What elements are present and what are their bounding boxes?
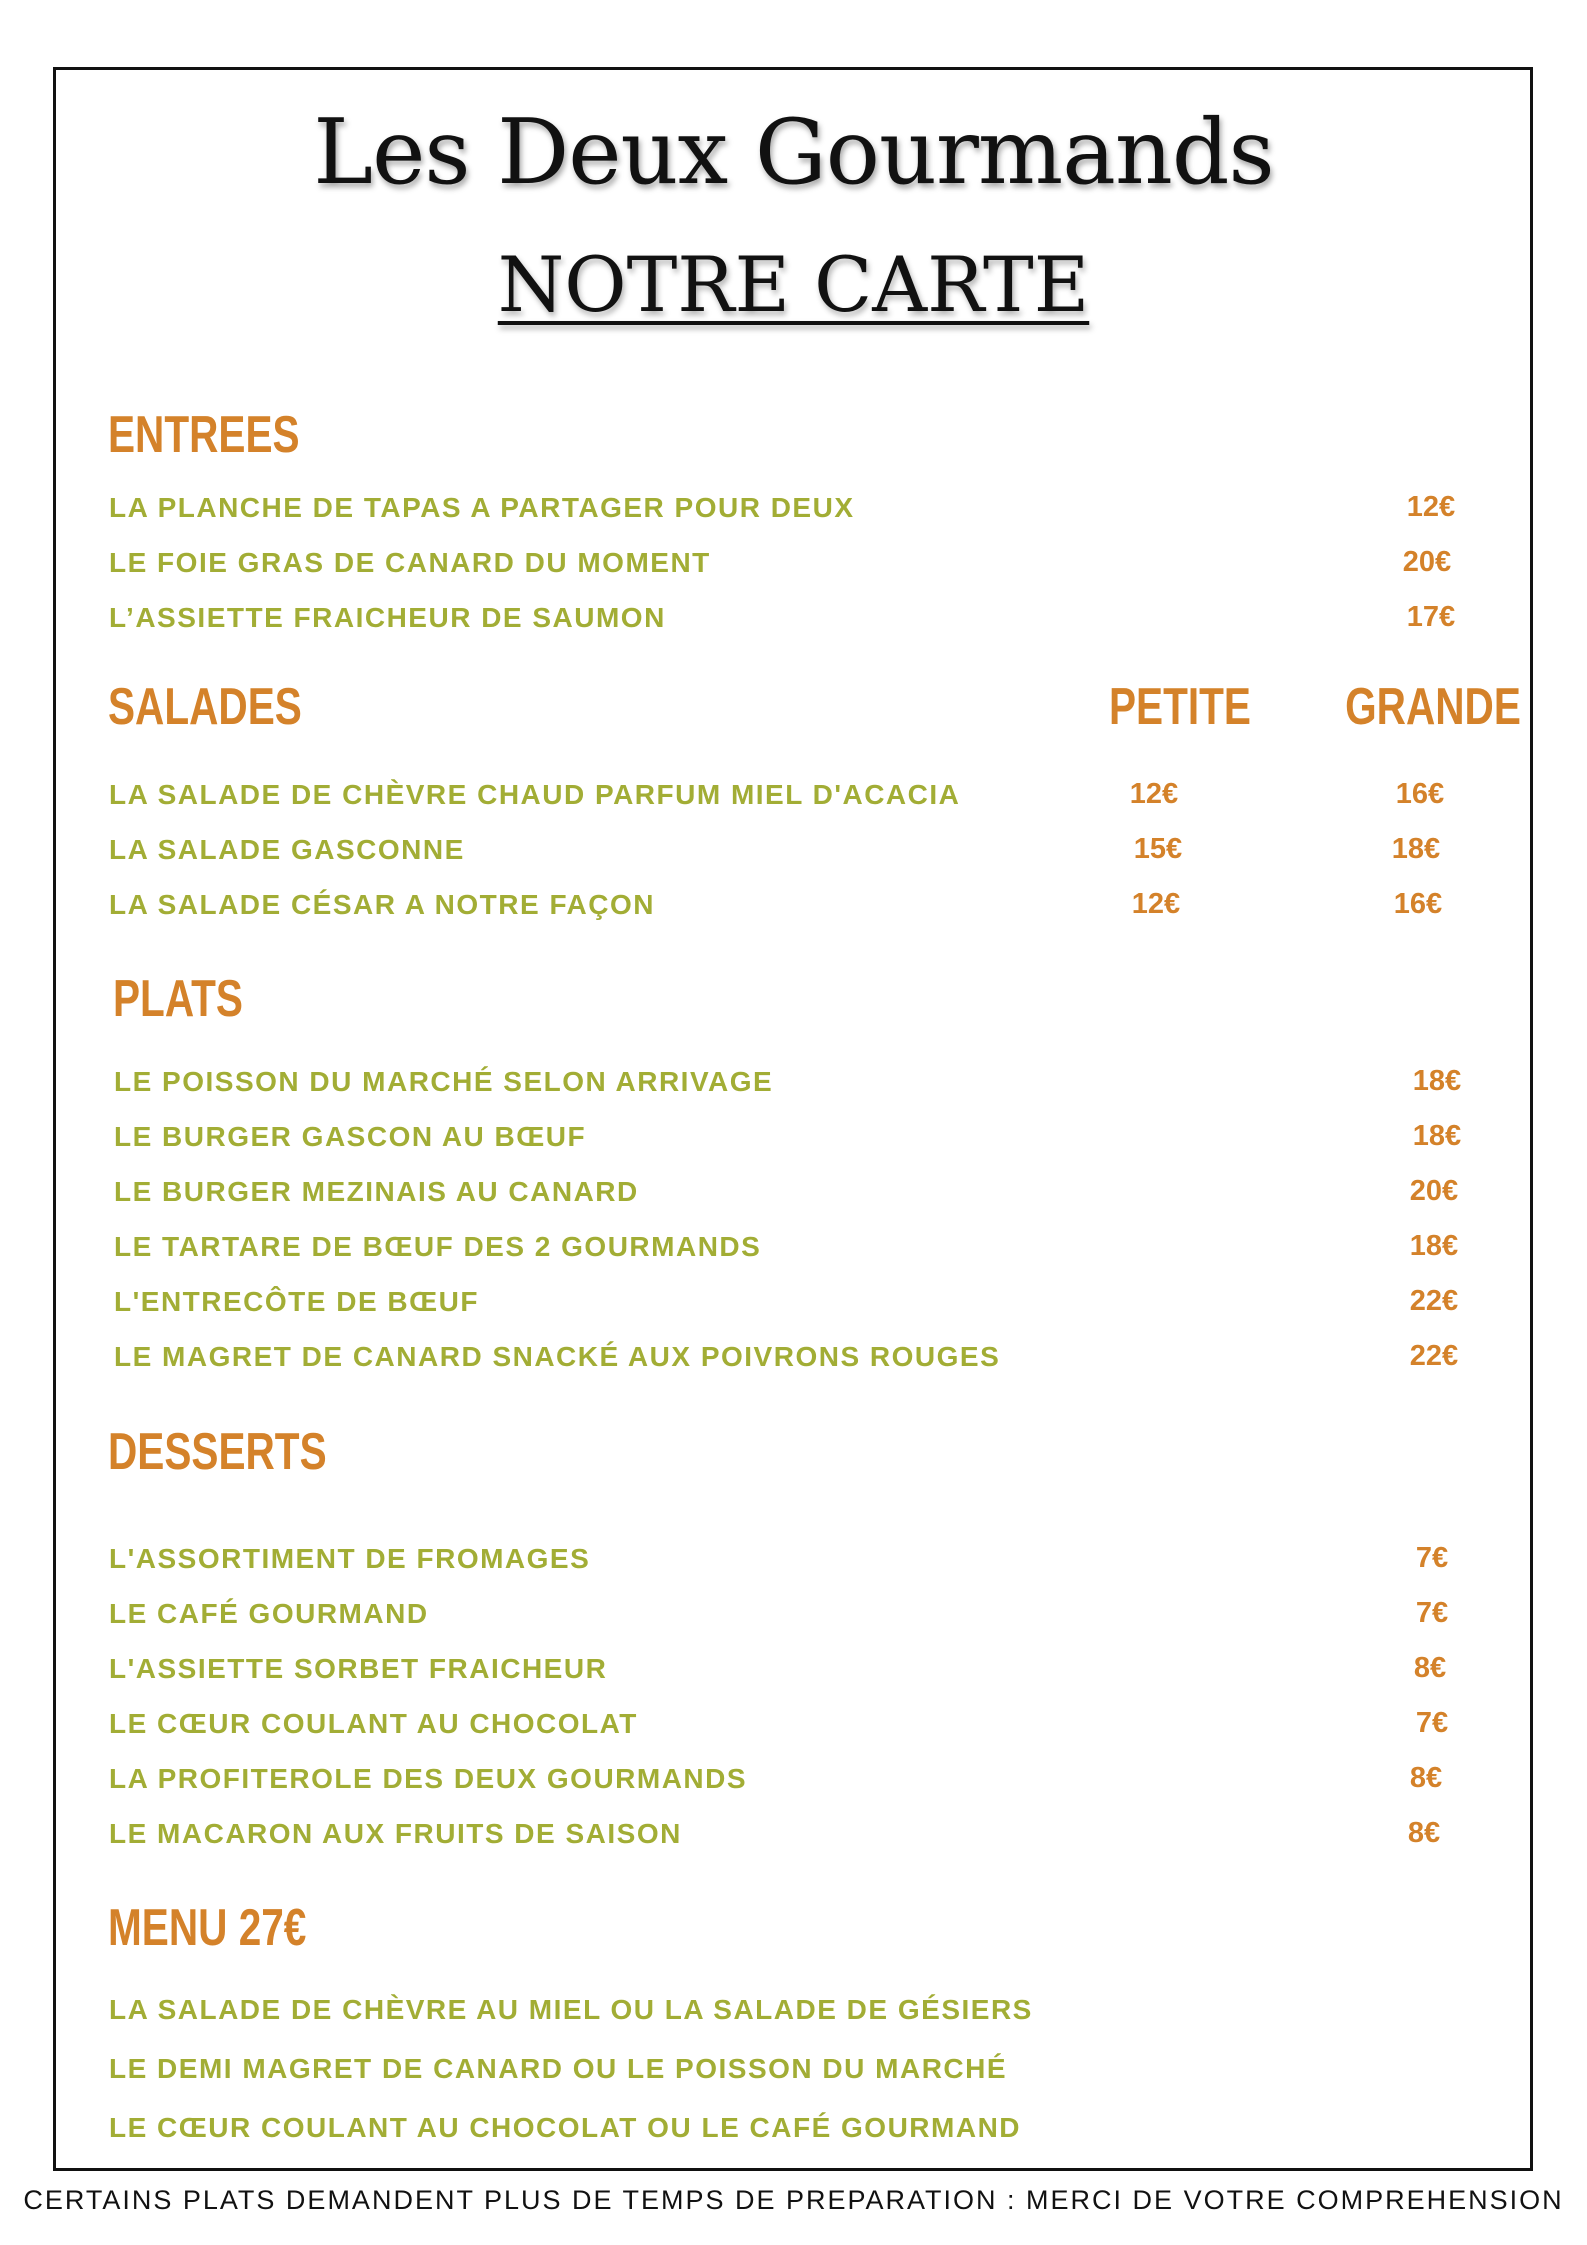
section-heading-entrees: ENTREES — [108, 406, 300, 464]
section-heading-salades: SALADES — [108, 678, 302, 736]
menu-item-name: LE CAFÉ GOURMAND — [109, 1598, 429, 1629]
menu-item-price: 8€ — [1413, 1652, 1447, 1684]
menu-item-name: LA SALADE GASCONNE — [109, 834, 465, 865]
menu-item-name: LE TARTARE DE BŒUF DES 2 GOURMANDS — [114, 1231, 762, 1262]
menu-formula-line: LE DEMI MAGRET DE CANARD OU LE POISSON DU MARCHÉ — [109, 2053, 1008, 2084]
section-heading-menu: MENU 27€ — [108, 1899, 307, 1957]
menu-item-price-grande: 16€ — [1395, 778, 1445, 810]
menu-formula-line: LE CŒUR COULANT AU CHOCOLAT OU LE CAFÉ GOURMAND — [109, 2112, 1022, 2143]
menu-item-price: 18€ — [1412, 1120, 1462, 1152]
menu-item-name: LE BURGER MEZINAIS AU CANARD — [114, 1176, 639, 1207]
column-heading-grande: GRANDE — [1345, 678, 1521, 736]
restaurant-title: Les Deux Gourmands — [313, 100, 1274, 205]
menu-item-name: LE BURGER GASCON AU BŒUF — [114, 1121, 587, 1152]
menu-item-price: 7€ — [1415, 1542, 1449, 1574]
menu-item-name: L’ASSIETTE FRAICHEUR DE SAUMON — [109, 602, 666, 633]
menu-item-price-grande: 18€ — [1391, 833, 1441, 865]
menu-item-price: 20€ — [1409, 1175, 1459, 1207]
menu-item-name: L'ASSIETTE SORBET FRAICHEUR — [109, 1653, 608, 1684]
menu-subtitle: NOTRE CARTE — [497, 240, 1090, 329]
menu-formula-line: LA SALADE DE CHÈVRE AU MIEL OU LA SALADE DE GÉSIERS — [109, 1994, 1033, 2025]
menu-item-name: L'ENTRECÔTE DE BŒUF — [114, 1286, 479, 1317]
menu-item-price: 22€ — [1409, 1285, 1459, 1317]
section-heading-desserts: DESSERTS — [108, 1423, 327, 1481]
menu-item-price-grande: 16€ — [1393, 888, 1443, 920]
menu-item-price: 7€ — [1415, 1707, 1449, 1739]
menu-item-name: L'ASSORTIMENT DE FROMAGES — [109, 1543, 591, 1574]
menu-item-price-petite: 12€ — [1131, 888, 1181, 920]
menu-item-name: LA SALADE DE CHÈVRE CHAUD PARFUM MIEL D'ACACIA — [109, 779, 961, 810]
footer-note: CERTAINS PLATS DEMANDENT PLUS DE TEMPS DE PREPARATION : MERCI DE VOTRE COMPREHENSION — [23, 2185, 1564, 2215]
menu-item-name: LA SALADE CÉSAR A NOTRE FAÇON — [109, 889, 655, 920]
menu-item-name: LE MAGRET DE CANARD SNACKÉ AUX POIVRONS ROUGES — [114, 1341, 1001, 1372]
menu-item-price: 17€ — [1406, 601, 1456, 633]
menu-item-price: 7€ — [1415, 1597, 1449, 1629]
menu-item-name: LA PLANCHE DE TAPAS A PARTAGER POUR DEUX — [109, 492, 855, 523]
menu-item-price: 8€ — [1407, 1817, 1441, 1849]
menu-item-price: 18€ — [1409, 1230, 1459, 1262]
menu-item-price: 12€ — [1406, 491, 1456, 523]
menu-item-price: 18€ — [1412, 1065, 1462, 1097]
column-heading-petite: PETITE — [1109, 678, 1251, 736]
menu-item-price: 20€ — [1402, 546, 1452, 578]
menu-border-frame — [53, 67, 1533, 2171]
menu-item-price-petite: 15€ — [1133, 833, 1183, 865]
menu-item-price-petite: 12€ — [1129, 778, 1179, 810]
menu-item-name: LE FOIE GRAS DE CANARD DU MOMENT — [109, 547, 711, 578]
menu-item-price: 8€ — [1409, 1762, 1443, 1794]
menu-item-name: LA PROFITEROLE DES DEUX GOURMANDS — [109, 1763, 748, 1794]
menu-item-name: LE CŒUR COULANT AU CHOCOLAT — [109, 1708, 638, 1739]
menu-item-name: LE MACARON AUX FRUITS DE SAISON — [109, 1818, 682, 1849]
menu-item-name: LE POISSON DU MARCHÉ SELON ARRIVAGE — [114, 1066, 774, 1097]
section-heading-plats: PLATS — [113, 970, 243, 1028]
menu-item-price: 22€ — [1409, 1340, 1459, 1372]
